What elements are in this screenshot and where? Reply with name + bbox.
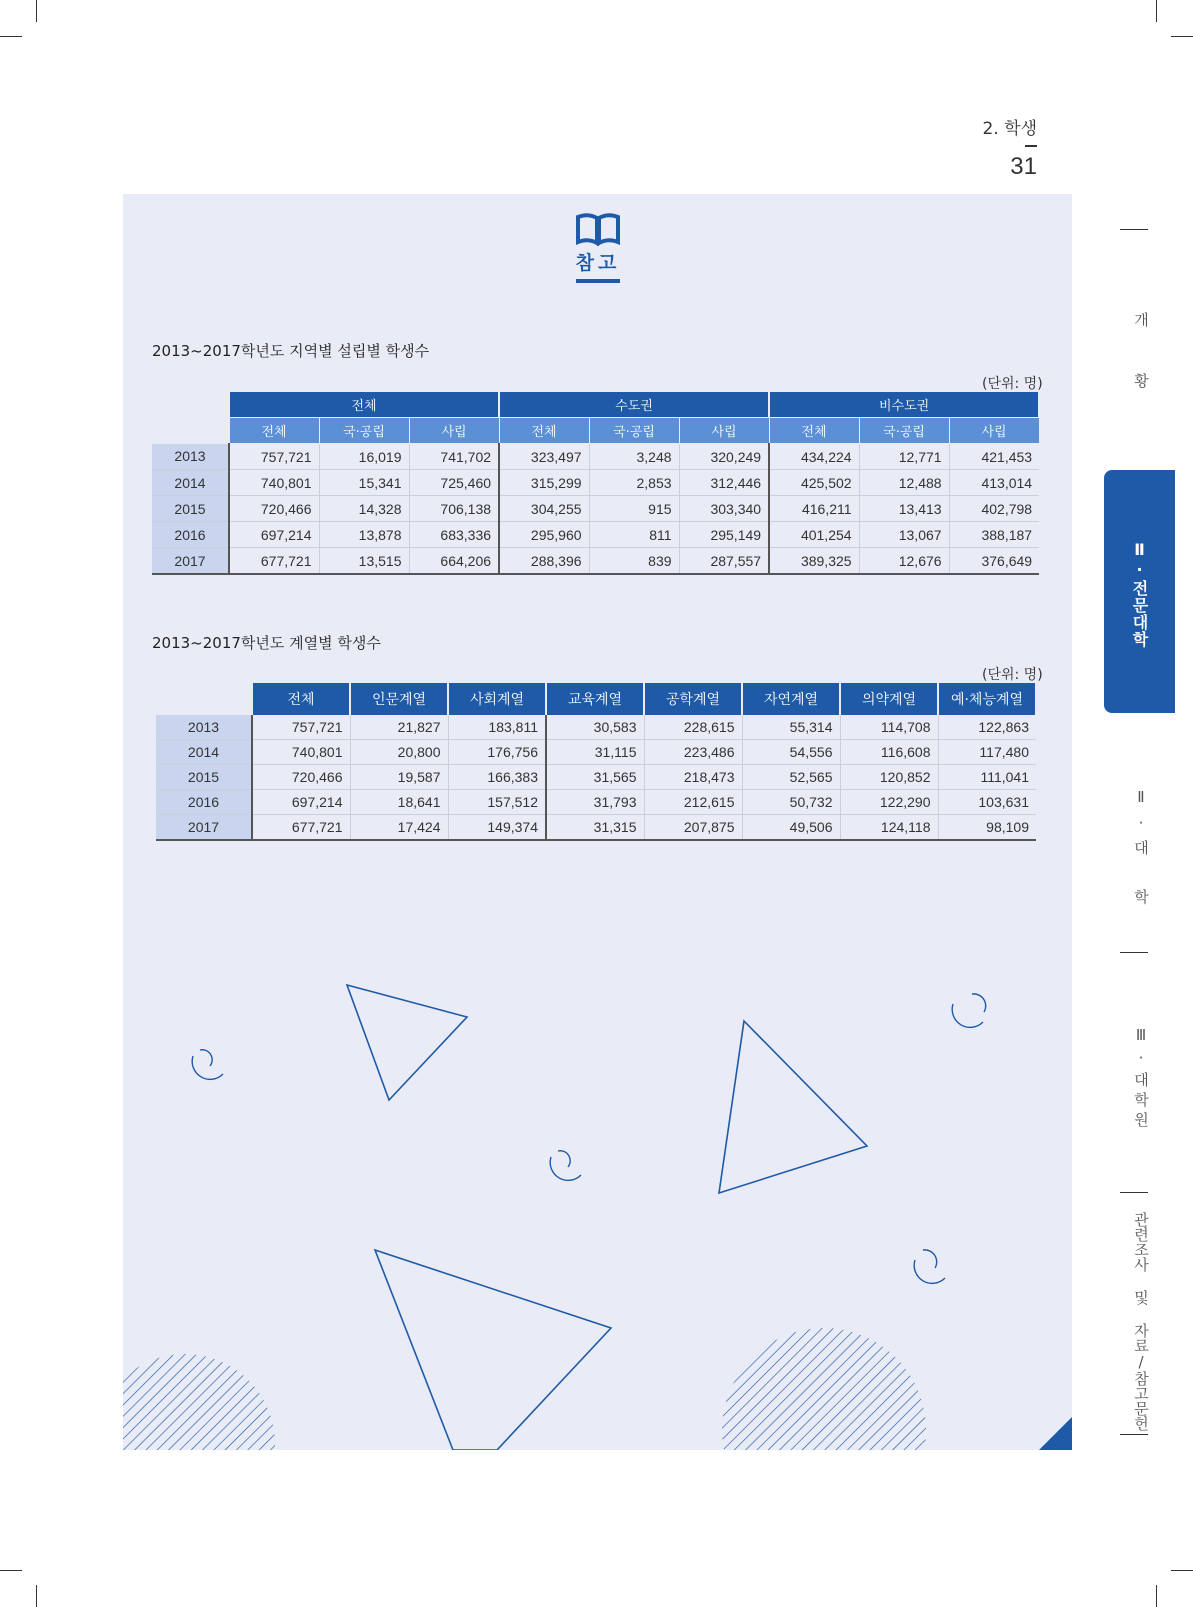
year-cell: 2013 <box>156 715 252 740</box>
sidebar-item-overview[interactable]: 개 황 <box>1132 312 1150 402</box>
value-cell: 720,466 <box>229 496 319 522</box>
column-header: 전체 <box>499 418 589 444</box>
column-header: 사립 <box>409 418 499 444</box>
value-cell: 402,798 <box>949 496 1039 522</box>
column-header: 예·체능계열 <box>938 683 1036 715</box>
value-cell: 31,315 <box>546 815 644 841</box>
table1-title: 2013~2017학년도 지역별 설립별 학생수 <box>152 342 430 360</box>
sidebar-divider <box>1120 229 1148 230</box>
value-cell: 664,206 <box>409 548 499 575</box>
value-cell: 114,708 <box>840 715 938 740</box>
table-row <box>156 815 1036 841</box>
triangle-shape <box>375 1250 611 1450</box>
value-cell: 15,341 <box>319 470 409 496</box>
header-divider <box>1025 145 1037 147</box>
value-cell: 103,631 <box>938 790 1036 815</box>
crop-mark <box>1156 0 1157 22</box>
crop-mark <box>0 36 22 37</box>
crop-mark <box>1171 36 1193 37</box>
corner-cell <box>152 392 229 418</box>
value-cell: 13,067 <box>859 522 949 548</box>
value-cell: 50,732 <box>742 790 840 815</box>
value-cell: 295,149 <box>679 522 769 548</box>
page-header <box>983 114 1037 181</box>
value-cell: 287,557 <box>679 548 769 575</box>
section-title: 2. 학생 <box>982 119 1037 139</box>
value-cell: 740,801 <box>252 740 350 765</box>
value-cell: 54,556 <box>742 740 840 765</box>
corner-cell <box>152 418 229 444</box>
value-cell: 741,702 <box>409 444 499 470</box>
year-cell: 2016 <box>152 522 229 548</box>
table2-unit: (단위: 명) <box>982 667 1043 683</box>
crop-mark <box>36 0 37 22</box>
value-cell: 183,811 <box>448 715 546 740</box>
value-cell: 12,771 <box>859 444 949 470</box>
value-cell: 303,340 <box>679 496 769 522</box>
corner-fold <box>1039 1417 1072 1450</box>
value-cell: 706,138 <box>409 496 499 522</box>
value-cell: 13,878 <box>319 522 409 548</box>
regional-student-table <box>152 392 1040 575</box>
value-cell: 120,852 <box>840 765 938 790</box>
arc-ornament <box>192 994 985 1283</box>
value-cell: 425,502 <box>769 470 859 496</box>
value-cell: 124,118 <box>840 815 938 841</box>
triangle-shape <box>719 1021 867 1193</box>
value-cell: 757,721 <box>229 444 319 470</box>
table-row <box>152 522 1039 548</box>
value-cell: 295,960 <box>499 522 589 548</box>
value-cell: 697,214 <box>252 790 350 815</box>
value-cell: 149,374 <box>448 815 546 841</box>
year-cell: 2014 <box>156 740 252 765</box>
value-cell: 14,328 <box>319 496 409 522</box>
value-cell: 207,875 <box>644 815 742 841</box>
crop-mark <box>1156 1585 1157 1607</box>
value-cell: 17,424 <box>350 815 448 841</box>
value-cell: 757,721 <box>252 715 350 740</box>
value-cell: 228,615 <box>644 715 742 740</box>
crop-mark <box>36 1585 37 1607</box>
column-header: 자연계열 <box>742 683 840 715</box>
value-cell: 811 <box>589 522 679 548</box>
value-cell: 3,248 <box>589 444 679 470</box>
value-cell: 697,214 <box>229 522 319 548</box>
column-header: 공학계열 <box>644 683 742 715</box>
value-cell: 49,506 <box>742 815 840 841</box>
value-cell: 30,583 <box>546 715 644 740</box>
value-cell: 31,565 <box>546 765 644 790</box>
value-cell: 12,676 <box>859 548 949 575</box>
table-row <box>156 740 1036 765</box>
value-cell: 116,608 <box>840 740 938 765</box>
table2-title: 2013~2017학년도 계열별 학생수 <box>152 634 381 652</box>
value-cell: 323,497 <box>499 444 589 470</box>
sidebar-item-label: Ⅱ·전문대학 <box>1130 540 1149 648</box>
badge-underline <box>576 279 620 283</box>
page-number: 31 <box>1010 153 1037 180</box>
value-cell: 315,299 <box>499 470 589 496</box>
value-cell: 288,396 <box>499 548 589 575</box>
value-cell: 13,413 <box>859 496 949 522</box>
value-cell: 176,756 <box>448 740 546 765</box>
value-cell: 413,014 <box>949 470 1039 496</box>
sidebar-item-references[interactable]: 관련조사 및 자료/참고문헌 <box>1132 1212 1150 1431</box>
value-cell: 122,863 <box>938 715 1036 740</box>
column-header: 의약계열 <box>840 683 938 715</box>
sidebar-item-university[interactable]: Ⅱ·대 학 <box>1132 788 1150 912</box>
value-cell: 212,615 <box>644 790 742 815</box>
field-student-table <box>156 683 1037 841</box>
value-cell: 21,827 <box>350 715 448 740</box>
column-header: 사립 <box>679 418 769 444</box>
value-cell: 31,793 <box>546 790 644 815</box>
column-header: 사회계열 <box>448 683 546 715</box>
column-header: 국·공립 <box>319 418 409 444</box>
year-cell: 2014 <box>152 470 229 496</box>
column-header: 전체 <box>769 418 859 444</box>
value-cell: 389,325 <box>769 548 859 575</box>
value-cell: 98,109 <box>938 815 1036 841</box>
table-row <box>156 715 1036 740</box>
reference-badge <box>570 212 626 283</box>
book-icon <box>575 212 621 246</box>
value-cell: 312,446 <box>679 470 769 496</box>
column-header: 국·공립 <box>859 418 949 444</box>
table1-unit: (단위: 명) <box>982 376 1043 392</box>
year-cell: 2017 <box>152 548 229 575</box>
value-cell: 677,721 <box>252 815 350 841</box>
value-cell: 12,488 <box>859 470 949 496</box>
value-cell: 218,473 <box>644 765 742 790</box>
value-cell: 122,290 <box>840 790 938 815</box>
value-cell: 117,480 <box>938 740 1036 765</box>
value-cell: 55,314 <box>742 715 840 740</box>
value-cell: 20,800 <box>350 740 448 765</box>
value-cell: 401,254 <box>769 522 859 548</box>
value-cell: 304,255 <box>499 496 589 522</box>
table-row <box>152 548 1039 575</box>
column-header: 사립 <box>949 418 1039 444</box>
value-cell: 434,224 <box>769 444 859 470</box>
value-cell: 16,019 <box>319 444 409 470</box>
value-cell: 157,512 <box>448 790 546 815</box>
corner-cell <box>156 683 252 715</box>
table-row <box>152 470 1039 496</box>
column-header: 전체 <box>252 683 350 715</box>
column-header: 전체 <box>229 418 319 444</box>
value-cell: 421,453 <box>949 444 1039 470</box>
sidebar-divider <box>1120 1192 1148 1193</box>
value-cell: 166,383 <box>448 765 546 790</box>
value-cell: 376,649 <box>949 548 1039 575</box>
sidebar-item-college[interactable] <box>1104 470 1175 713</box>
sidebar-item-graduate[interactable]: Ⅲ·대학원 <box>1132 1026 1150 1132</box>
year-cell: 2017 <box>156 815 252 841</box>
value-cell: 18,641 <box>350 790 448 815</box>
value-cell: 223,486 <box>644 740 742 765</box>
group-header: 수도권 <box>499 392 769 418</box>
table-row <box>156 790 1036 815</box>
value-cell: 720,466 <box>252 765 350 790</box>
value-cell: 416,211 <box>769 496 859 522</box>
year-cell: 2013 <box>152 444 229 470</box>
crop-mark <box>0 1570 22 1571</box>
crop-mark <box>1171 1570 1193 1571</box>
value-cell: 19,587 <box>350 765 448 790</box>
value-cell: 388,187 <box>949 522 1039 548</box>
table-row <box>152 444 1039 470</box>
triangle-shape <box>347 985 467 1100</box>
value-cell: 683,336 <box>409 522 499 548</box>
value-cell: 111,041 <box>938 765 1036 790</box>
column-header: 교육계열 <box>546 683 644 715</box>
year-cell: 2016 <box>156 790 252 815</box>
year-cell: 2015 <box>152 496 229 522</box>
column-header: 국·공립 <box>589 418 679 444</box>
value-cell: 677,721 <box>229 548 319 575</box>
column-header: 인문계열 <box>350 683 448 715</box>
value-cell: 52,565 <box>742 765 840 790</box>
group-header: 전체 <box>229 392 499 418</box>
value-cell: 839 <box>589 548 679 575</box>
value-cell: 31,115 <box>546 740 644 765</box>
sidebar-divider <box>1120 952 1148 953</box>
group-header: 비수도권 <box>769 392 1039 418</box>
value-cell: 740,801 <box>229 470 319 496</box>
badge-label: 참고 <box>575 252 621 274</box>
year-cell: 2015 <box>156 765 252 790</box>
value-cell: 2,853 <box>589 470 679 496</box>
table-row <box>152 496 1039 522</box>
sidebar-divider <box>1120 1434 1148 1435</box>
value-cell: 13,515 <box>319 548 409 575</box>
value-cell: 915 <box>589 496 679 522</box>
value-cell: 725,460 <box>409 470 499 496</box>
value-cell: 320,249 <box>679 444 769 470</box>
table-row <box>156 765 1036 790</box>
